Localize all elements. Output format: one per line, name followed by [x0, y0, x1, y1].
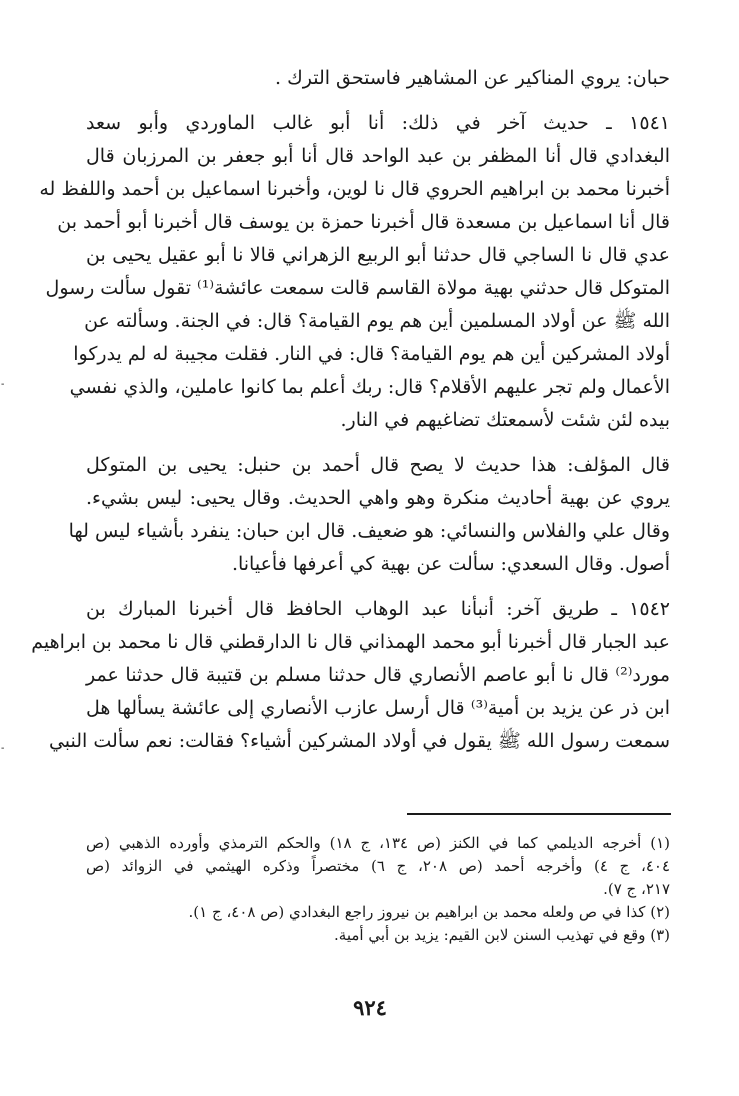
text-line: عدي قال نا الساجي قال حدثنا أبو الربيع الزهراني قالا نا أبو عقيل يحيى بن [86, 244, 671, 266]
text-line: ١٥٤١ ـ حديث آخر في ذلك: أنا أبو غالب الماوردي وأبو سعد [86, 112, 670, 134]
text-line: ابن ذر عن يزيد بن أمية⁽³⁾ قال أرسل عازب الأنصاري إلى عائشة يسألها هل [86, 697, 670, 719]
text-line: يروي عن بهية أحاديث منكرة وهو واهي الحديث. وقال يحيى: ليس بشيء. [86, 487, 670, 509]
text-line: المتوكل قال حدثني بهية مولاة القاسم قالت سمعت عائشة⁽¹⁾ تقول سألت رسول [45, 277, 670, 299]
text-line: وقال علي والفلاس والنسائي: هو ضعيف. قال ابن حبان: ينفرد بأشياء ليس لها [68, 520, 670, 542]
text-line: مورد⁽²⁾ قال نا أبو عاصم الأنصاري قال حدثنا مسلم بن قتيبة قال حدثنا عمر [86, 664, 670, 686]
footnote-divider [407, 813, 671, 815]
text-line: عبد الجبار قال أخبرنا أبو محمد الهمذاني قال نا الدارقطني قال نا محمد بن ابراهيم [31, 631, 670, 653]
footnote-line: (٢) كذا في ص ولعله محمد بن ابراهيم بن نيروز راجع البغدادي (ص ٤٠٨، ج ١). [188, 903, 670, 921]
footnote-line: (١) أخرجه الديلمي كما في الكنز (ص ١٣٤، ج ١٨) والحكم الترمذي وأورده الذهبي (ص [86, 834, 670, 852]
margin-mark: - [1, 379, 5, 390]
margin-mark: - [1, 743, 5, 754]
footnote-line: ٢١٧، ج ٧). [603, 880, 670, 898]
text-line: الله ﷺ عن أولاد المسلمين أين هم يوم القيامة؟ قال: في الجنة. وسألته عن [84, 310, 670, 332]
text-line: سمعت رسول الله ﷺ يقول في أولاد المشركين أشياء؟ فقالت: نعم سألت النبي [48, 730, 670, 752]
text-line: ١٥٤٢ ـ طريق آخر: أنبأنا عبد الوهاب الحافظ قال أخبرنا المبارك بن [86, 598, 670, 620]
text-line: قال أنا اسماعيل بن مسعدة قال أخبرنا حمزة بن يوسف قال أخبرنا أبو أحمد بن [57, 211, 670, 233]
text-line: بيده لئن شئت لأسمعتك تضاغيهم في النار. [340, 409, 670, 431]
text-line: البغدادي قال أنا المظفر بن عبد الواحد قال أنا أبو جعفر بن المرزبان قال [86, 145, 670, 167]
text-line: الأعمال ولم تجر عليهم الأقلام؟ قال: ربك أعلم بما كانوا عاملين، والذي نفسي [69, 376, 670, 398]
text-line: أولاد المشركين أين هم يوم القيامة؟ قال: في النار. فقلت مجيبة له لم يدركوا [73, 343, 670, 365]
text-line: حبان: يروي المناكير عن المشاهير فاستحق الترك . [274, 67, 670, 89]
footnote-line: (٣) وقع في تهذيب السنن لابن القيم: يزيد بن أبي أمية. [334, 926, 670, 944]
text-line: قال المؤلف: هذا حديث لا يصح قال أحمد بن حنبل: يحيى بن المتوكل [86, 454, 670, 476]
text-line: أخبرنا محمد بن ابراهيم الحروي قال نا لوين، وأخبرنا اسماعيل بن أحمد واللفظ له [39, 178, 670, 200]
footnote-line: ٤٠٤، ج ٤) وأخرجه أحمد (ص ٢٠٨، ج ٦) مختصراً وذكره الهيثمي في الزوائد (ص [86, 857, 671, 875]
footnotes [86, 832, 670, 947]
page-number: ٩٢٤ [353, 995, 387, 1020]
main-text [31, 62, 671, 758]
text-line: أصول. وقال السعدي: سألت عن بهية كي أعرفها فأعيانا. [231, 553, 670, 575]
